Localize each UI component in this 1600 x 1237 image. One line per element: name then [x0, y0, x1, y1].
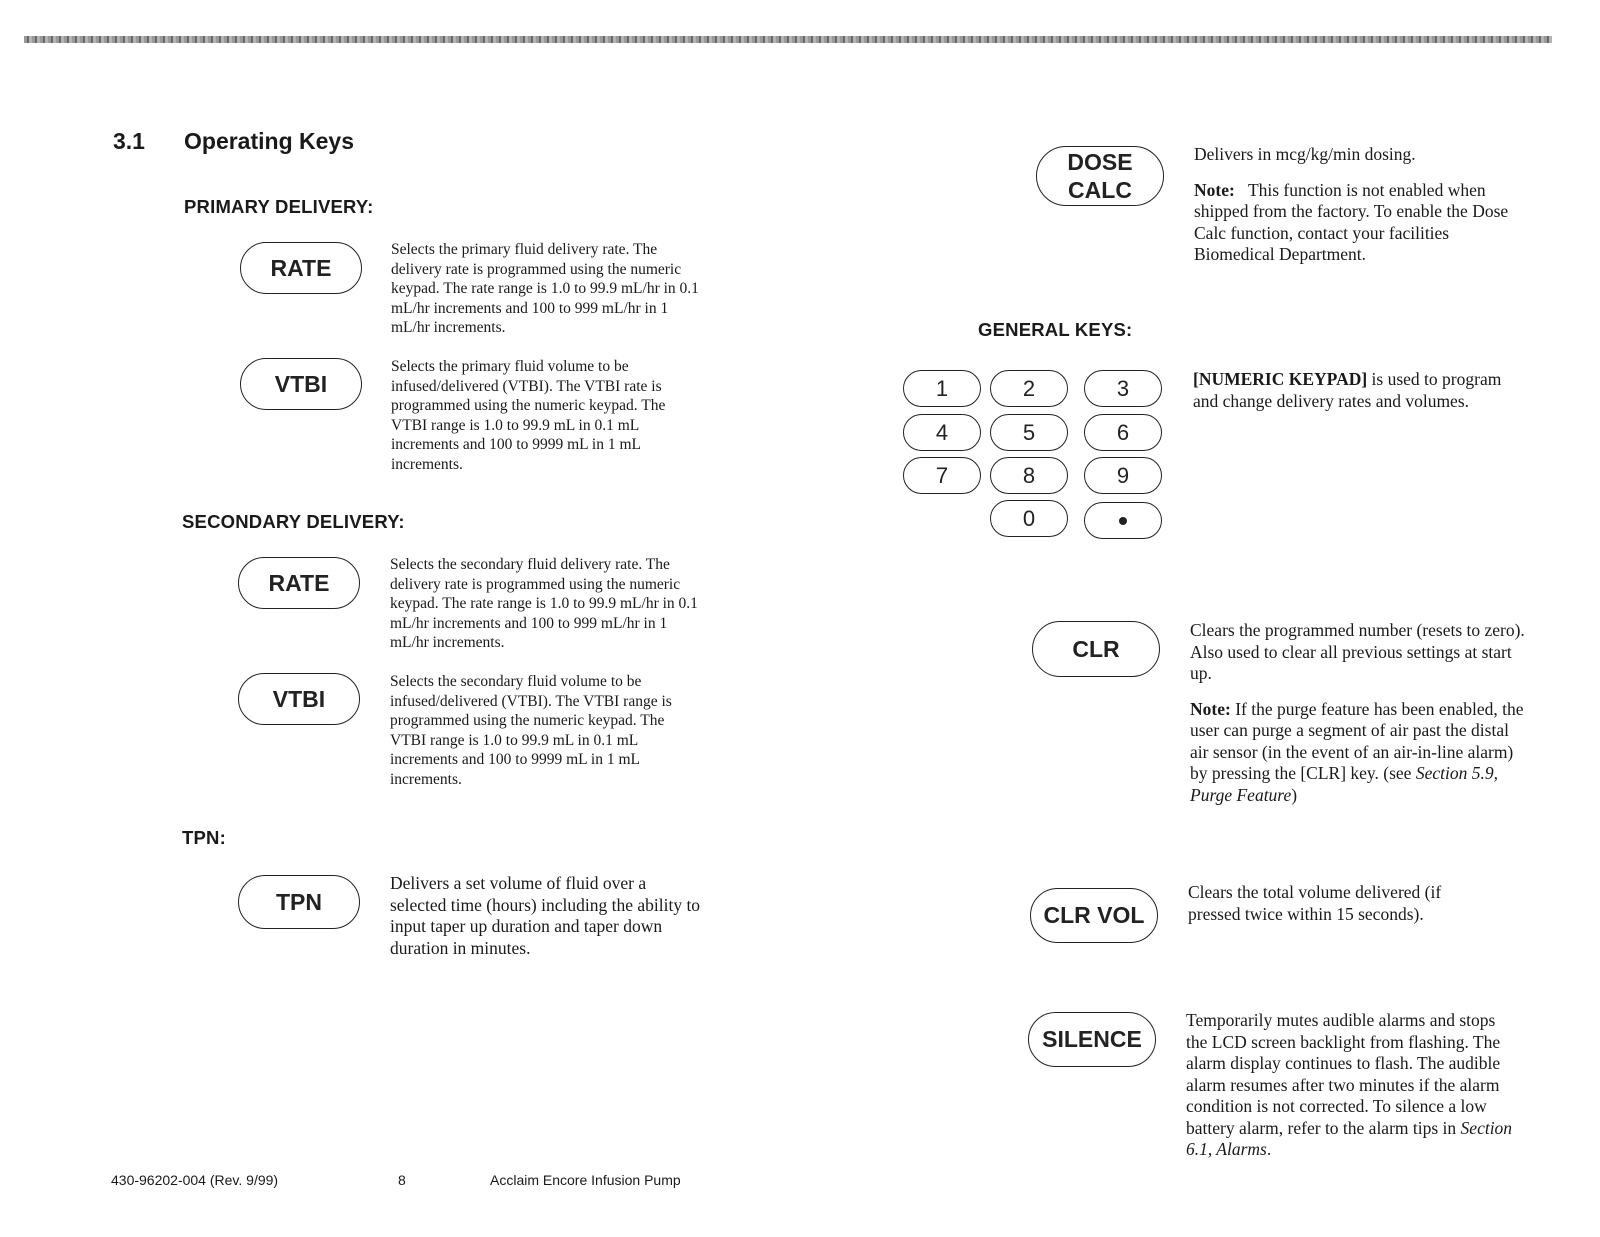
footer-page-number: 8 — [398, 1172, 406, 1188]
general-keys-heading: GENERAL KEYS: — [978, 319, 1133, 340]
silence-key: SILENCE — [1028, 1012, 1156, 1067]
dose-calc-description: Delivers in mcg/kg/min dosing. — [1194, 144, 1416, 164]
keypad-key-3: 3 — [1084, 370, 1162, 407]
secondary-vtbi-key: VTBI — [238, 673, 360, 725]
silence-end: . — [1266, 1139, 1272, 1159]
tpn-description: Delivers a set volume of fluid over a selected time (hours) including the ability to input taper up duration and taper down duration in minutes. — [390, 873, 701, 958]
keypad-key-2: 2 — [990, 370, 1068, 407]
primary-delivery-heading: PRIMARY DELIVERY: — [184, 196, 374, 217]
tpn-heading: TPN: — [182, 827, 226, 848]
keypad-key-6: 6 — [1084, 414, 1162, 451]
dose-calc-note-label: Note: — [1194, 179, 1235, 200]
keypad-key-decimal — [1084, 502, 1162, 539]
dose-calc-note-text: This function is not enabled when shipped from the factory. To enable the Dose Calc function, contact your facilities Biomedical Department. — [1194, 179, 1509, 264]
primary-rate-description: Selects the primary fluid delivery rate. The delivery rate is programmed using the numeric keypad. The rate range is 1.0 to 99.9 mL/hr in 0.1 mL/hr increments and 100 to 999 mL/hr in 1 mL/hr increments. — [391, 241, 699, 336]
clr-note-end: ) — [1291, 784, 1298, 805]
numeric-keypad-text: is used to program and change delivery rates and volumes. — [1193, 369, 1502, 411]
numeric-keypad-label: [NUMERIC KEYPAD] — [1193, 369, 1368, 389]
keypad-key-1: 1 — [903, 370, 981, 407]
clr-note-text: If the purge feature has been enabled, the user can purge a segment of air past the distal air sensor (in the event of an air-in-line alarm) by pressing the [CLR] key. (see — [1190, 698, 1524, 783]
clr-key: CLR — [1032, 621, 1160, 677]
secondary-rate-key: RATE — [238, 557, 360, 609]
primary-vtbi-description: Selects the primary fluid volume to be infused/delivered (VTBI). The VTBI rate is programmed using the numeric keypad. The VTBI range is 1.0 to 99.9 mL in 0.1 mL increments and 100 to 9999 mL in 1 mL increments. — [391, 358, 666, 473]
primary-rate-key: RATE — [240, 242, 362, 294]
tpn-key: TPN — [238, 875, 360, 929]
clr-vol-description: Clears the total volume delivered (if pressed twice within 15 seconds). — [1188, 882, 1442, 924]
footer-product-name: Acclaim Encore Infusion Pump — [490, 1172, 681, 1188]
clr-note-reference: Section 5.9, Purge Feature — [1190, 763, 1498, 805]
keypad-key-5: 5 — [990, 414, 1068, 451]
silence-reference: Section 6.1, Alarms — [1186, 1117, 1513, 1159]
keypad-key-7: 7 — [903, 457, 981, 494]
footer-doc-number: 430-96202-004 (Rev. 9/99) — [111, 1172, 279, 1188]
keypad-key-0: 0 — [990, 500, 1068, 537]
dose-calc-key-line1: DOSE — [1067, 149, 1133, 175]
decimal-point-icon — [1119, 517, 1127, 525]
clr-description-block — [1190, 620, 1525, 820]
clr-description: Clears the programmed number (resets to zero). Also used to clear all previous settings at start up. — [1190, 620, 1525, 683]
primary-vtbi-key: VTBI — [240, 358, 362, 410]
secondary-rate-description: Selects the secondary fluid delivery rate. The delivery rate is programmed using the numeric keypad. The rate range is 1.0 to 99.9 mL/hr in 0.1 mL/hr increments and 100 to 999 mL/hr in 1 mL/hr increments. — [390, 556, 698, 651]
clr-note-label: Note: — [1190, 698, 1231, 719]
dose-calc-key — [1036, 146, 1164, 206]
secondary-vtbi-description: Selects the secondary fluid volume to be infused/delivered (VTBI). The VTBI range is programmed using the numeric keypad. The VTBI range is 1.0 to 99.9 mL in 0.1 mL increments and 100 to 9999 mL in 1 mL increments. — [390, 673, 672, 788]
numeric-keypad-description — [1193, 369, 1523, 412]
keypad-key-4: 4 — [903, 414, 981, 451]
keypad-key-8: 8 — [990, 457, 1068, 494]
dose-calc-description-block — [1194, 144, 1522, 280]
silence-description: Temporarily mutes audible alarms and stops the LCD screen backlight from flashing. The alarm display continues to flash. The audible alarm resumes after two minutes if the alarm condition is not corrected. To silence a low battery alarm, refer to the alarm tips in — [1186, 1010, 1501, 1138]
silence-description-block — [1186, 1010, 1521, 1161]
section-title: Operating Keys — [184, 128, 354, 154]
keypad-key-9: 9 — [1084, 457, 1162, 494]
dose-calc-key-line2: CALC — [1068, 177, 1132, 203]
section-number: 3.1 — [113, 128, 145, 154]
secondary-delivery-heading: SECONDARY DELIVERY: — [182, 511, 405, 532]
page-top-rule — [24, 36, 1552, 43]
clr-vol-key: CLR VOL — [1030, 888, 1158, 943]
